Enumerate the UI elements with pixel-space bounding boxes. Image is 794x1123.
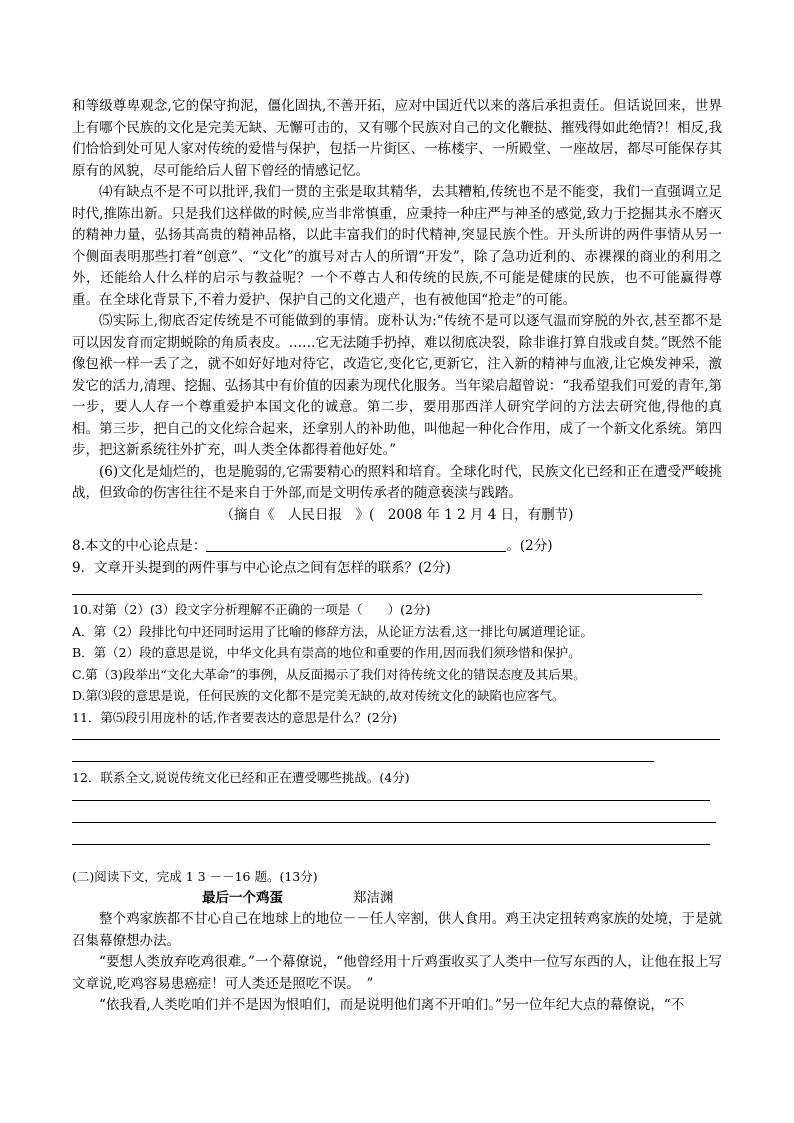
article-source: （摘自《 人民日报 》( 2008 年 1 2 月 4 日，有删节) — [220, 506, 574, 523]
question-8-answer-blank[interactable] — [206, 537, 506, 552]
section-2 — [72, 866, 722, 1017]
questions-block — [72, 536, 722, 579]
paragraph-3-continued: 和等级尊卑观念,它的保守拘泥，僵化固执,不善开拓，应对中国近代以来的落后承担责任。但话说回来，世界上有哪个民族的文化是完美无缺、无懈可击的，又有哪个民族对自己的文化鞭挞、摧残得如此绝情?！相反,我们恰恰到处可见人家对传统的爱惜与保护，包括一片街区、一栋楼宇、一所殿堂、一座故居，都尽可能保存其原有的风貌，尽可能给后人留下曾经的情感记忆。 — [72, 98, 722, 179]
section-2-intro: (二)阅读下文，完成 1 3 －－16 题。(13分) — [72, 869, 318, 884]
question-12-answer-line-1[interactable] — [72, 800, 710, 801]
question-12-answer-line-2[interactable] — [72, 822, 716, 823]
paragraph-6: (6)文化是灿烂的，也是脆弱的,它需要精心的照料和培育。全球化时代，民族文化已经和正在遭受严峻挑战，但致命的伤害往往不是来自于外部,而是文明传承者的随意亵渎与践踏。 — [72, 463, 722, 501]
question-11-answer-line-1[interactable] — [72, 739, 720, 740]
question-10-block — [72, 599, 722, 728]
paragraph-4: ⑷有缺点不是不可以批评,我们一贯的主张是取其精华，去其糟粕,传统也不是不能变，我们一直强调立足时代,推陈出新。只是我们这样做的时候,应当非常慎重，应秉持一种庄严与神圣的感觉,致力于挖掘其永不磨灭的精神力量，弘扬其高贵的精神品格，以此丰富我们的时代精神,突显民族个性。开头所讲的两件事情从另一个侧面表明那些打着“创意”、“文化”的旗号对古人的所谓“开发”，除了急功近利的、赤裸裸的商业的利用之外，还能给人什么样的启示与教益呢？一个不尊古人和传统的民族,不可能是健康的民族，也不可能赢得尊重。在全球化背景下,不着力爱护、保护自己的文化遗产，也有被他国“抢走”的可能。 — [72, 184, 722, 308]
article-body — [72, 96, 722, 526]
story-paragraph-1: 整个鸡家族都不甘心自己在地球上的地位－－任人宰割，供人食用。鸡王决定扭转鸡家族的处境，于是就召集幕僚想办法。 — [72, 911, 722, 949]
question-11: 11．第⑸段引用庞朴的话,作者要表达的意思是什么？(2分) — [72, 709, 398, 725]
question-11-answer-line-2[interactable] — [72, 761, 654, 762]
question-8 — [72, 536, 722, 558]
story-heading — [72, 888, 722, 910]
question-10-option-b[interactable]: B．第（2）段的意思是说，中华文化具有崇高的地位和重要的作用,因而我们须珍惜和保护。 — [72, 645, 581, 660]
story-paragraph-3: “依我看,人类吃咱们并不是因为恨咱们，而是说明他们离不开咱们。”另一位年纪大点的幕僚说，“不 — [99, 997, 685, 1013]
story-paragraph-2: “要想人类放弃吃鸡很难。”一个幕僚说，“他曾经用十斤鸡蛋收买了人类中一位写东西的人，让他在报上写文章说,吃鸡容易患癌症！可人类还是照吃不误。 ” — [72, 954, 722, 992]
question-9: 9．文章开头提到的两件事与中心论点之间有怎样的联系？(2分) — [72, 559, 451, 576]
paragraph-5: ⑸实际上,彻底否定传统是不可能做到的事情。庞朴认为:“传统不是可以逐气温而穿脱的外衣,甚至都不是可以因发育而定期蜕除的角质表皮。……它无法随手扔掉，难以彻底决裂，除非谁打算自戕或自焚。”既然不能像包袱一样一丢了之，就不如好好地对待它，改造它,变化它,更新它，注入新的精神与血液,让它焕发神采，激发它的活力,清理、挖掘、弘扬其中有价值的因素为现代化服务。当年梁启超曾说：“我希望我们可爱的青年,第一步，要人人存一个尊重爱护本国文化的诚意。第二步，要用那西洋人研究学问的方法去研究他,得他的真相。第三步，把自己的文化综合起来，还拿别人的补助他，叫他起一种化合作用，成了一个新文化系统。第四步，把这新系统往外扩充，叫人类全体都得着他好处。” — [72, 313, 722, 458]
story-title: 最后一个鸡蛋 — [202, 889, 283, 906]
question-8-label: 8.本文的中心论点是： — [72, 538, 207, 554]
question-12: 12．联系全文,说说传统文化已经和正在遭受哪些挑战。(4分) — [72, 770, 410, 785]
question-10-option-a[interactable]: A．第（2）段排比句中还同时运用了比喻的修辞方法，从论证方法看,这一排比句属道理论证。 — [72, 623, 593, 639]
question-9-answer-line[interactable] — [72, 594, 702, 595]
story-author: 郑洁渊 — [353, 889, 394, 906]
question-10: 10.对第（2）(3）段文字分析理解不正确的一项是（ ）(2分) — [72, 602, 431, 617]
question-12-answer-line-3[interactable] — [72, 844, 710, 845]
question-10-option-c[interactable]: C.第（3)段举出“文化大革命”的事例，从反面揭示了我们对待传统文化的错误态度及其后果。 — [72, 666, 586, 682]
question-10-option-d[interactable]: D.第⑶段的意思是说，任何民族的文化都不是完美无缺的,故对传统文化的缺陷也应客气。 — [72, 688, 565, 703]
question-8-tail: 。(2分) — [506, 538, 553, 554]
question-12-block — [72, 767, 722, 789]
